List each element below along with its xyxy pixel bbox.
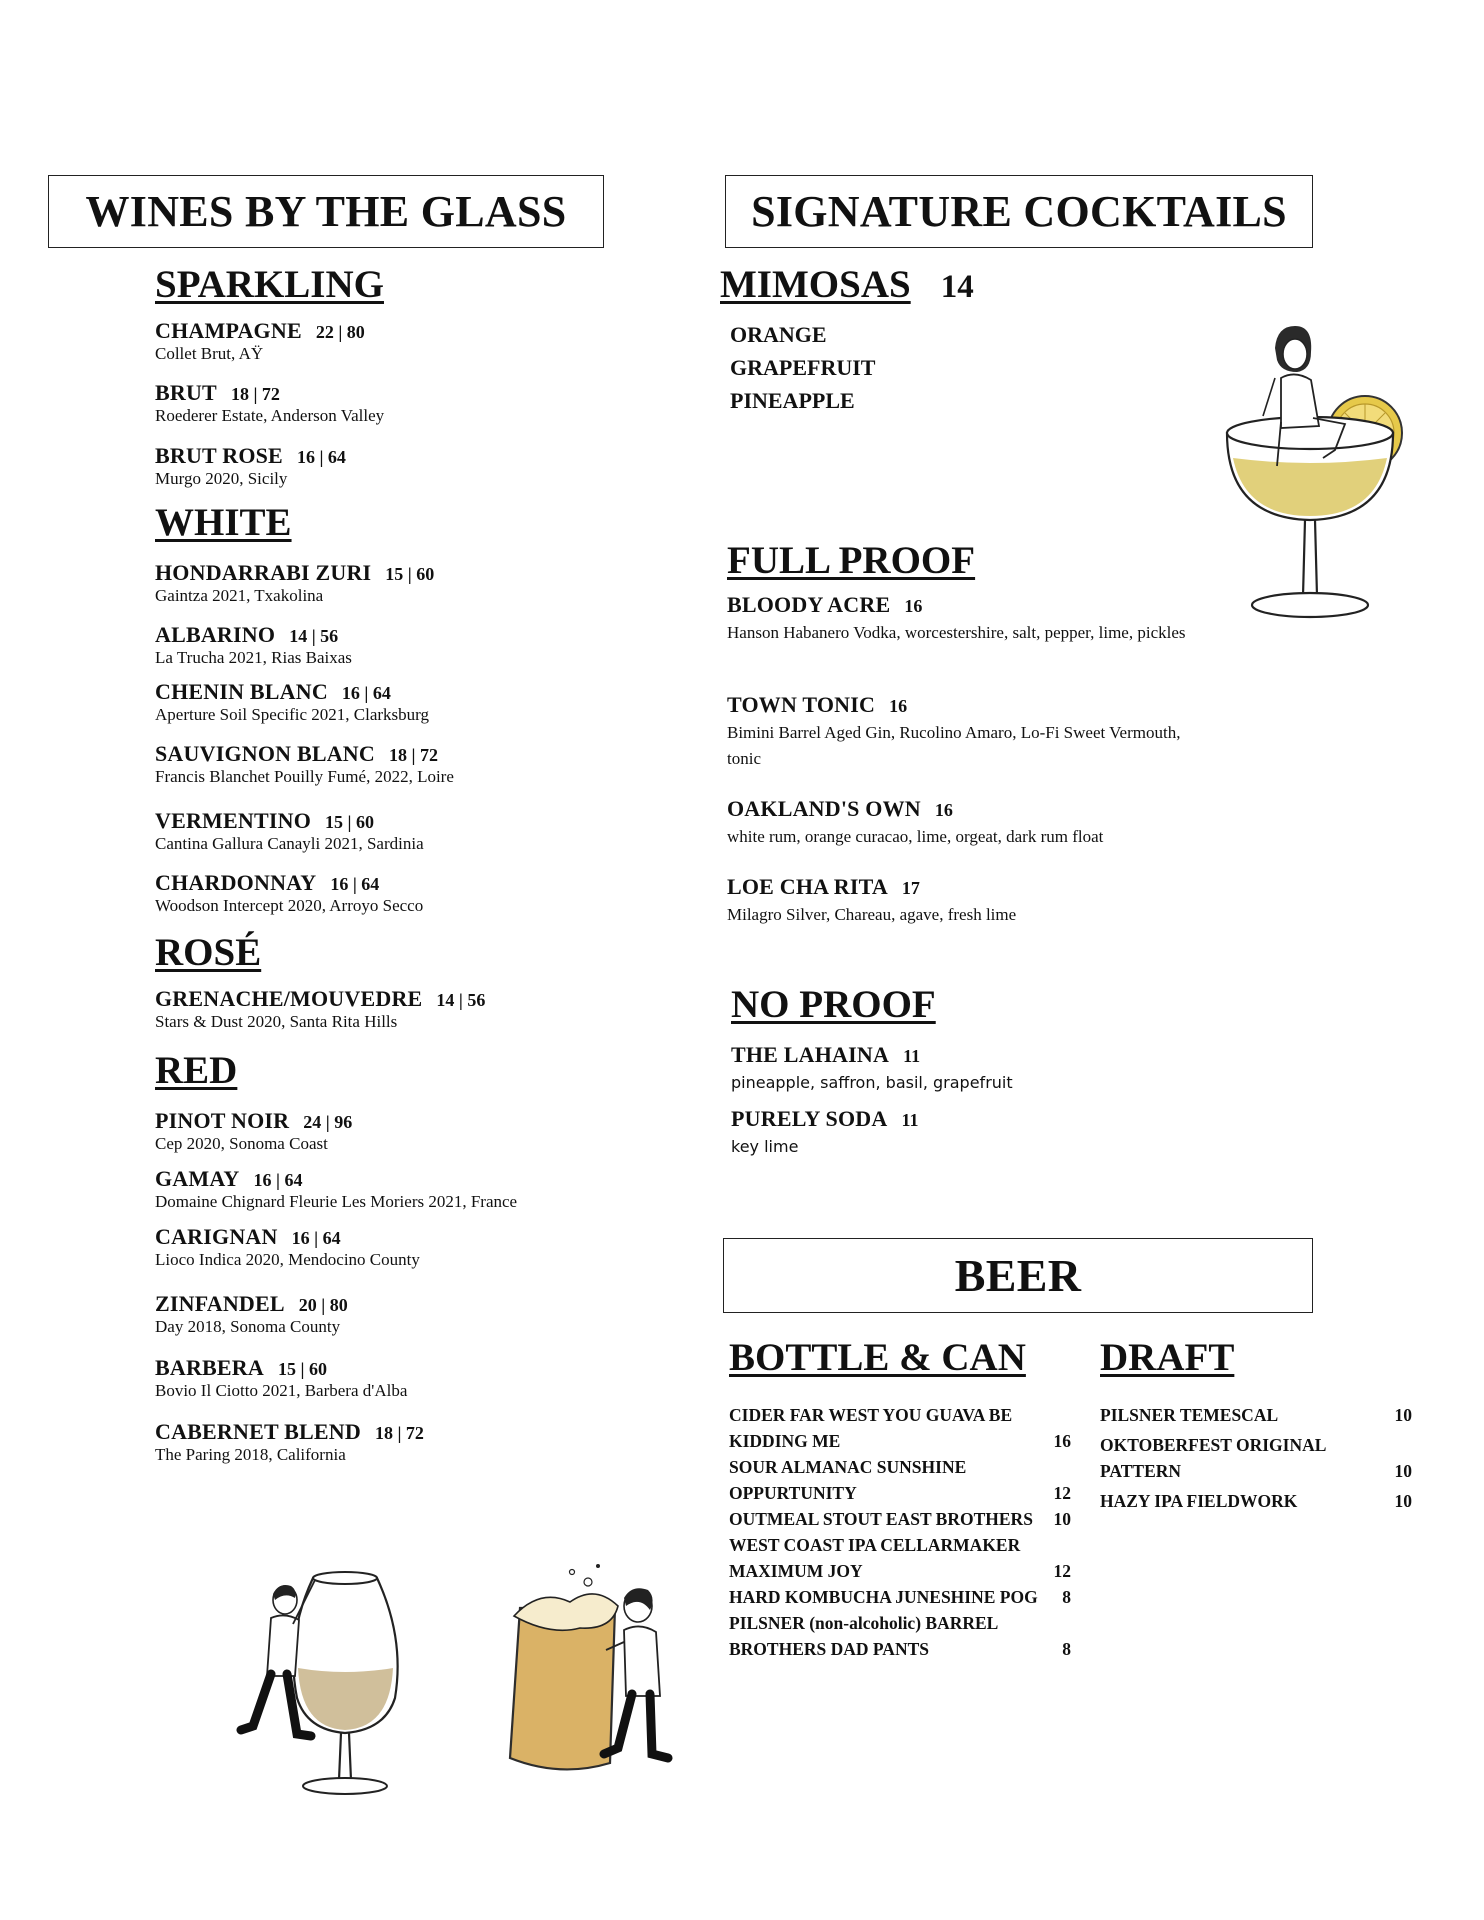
beer-item (729, 1506, 1071, 1532)
wine-desc: Francis Blanchet Pouilly Fumé, 2022, Loire (155, 767, 454, 786)
wine-name: ALBARINO (155, 622, 276, 647)
white-heading: WHITE (155, 501, 292, 544)
beer-item (729, 1532, 1071, 1584)
wine-price: 24 | 96 (303, 1112, 353, 1132)
wines-header: WINES BY THE GLASS (48, 175, 604, 248)
cocktail-item (727, 692, 1197, 772)
cocktail-desc: key lime (731, 1137, 799, 1156)
wine-desc: Lioco Indica 2020, Mendocino County (155, 1250, 420, 1269)
cocktail-desc: Milagro Silver, Chareau, agave, fresh lime (727, 905, 1017, 924)
wine-desc: The Paring 2018, California (155, 1445, 346, 1464)
cocktail-desc: white rum, orange curacao, lime, orgeat, dark rum float (727, 827, 1104, 846)
wine-glass-illustration (235, 1558, 425, 1796)
beer-price: 8 (1062, 1587, 1071, 1607)
wine-price: 15 | 60 (277, 1359, 327, 1379)
wine-item (155, 1355, 407, 1401)
cocktail-name: THE LAHAINA (731, 1042, 890, 1067)
wine-desc: Murgo 2020, Sicily (155, 469, 288, 488)
wine-price: 18 | 72 (388, 745, 438, 765)
wine-item (155, 1291, 348, 1337)
wine-desc: Day 2018, Sonoma County (155, 1317, 341, 1336)
mimosas-list (730, 318, 875, 417)
wine-desc: Roederer Estate, Anderson Valley (155, 406, 385, 425)
wine-item (155, 443, 346, 489)
wine-name: CARIGNAN (155, 1224, 278, 1249)
wine-price: 20 | 80 (298, 1295, 348, 1315)
beer-item (1100, 1488, 1412, 1514)
beer-price: 12 (1053, 1483, 1071, 1503)
beer-item (729, 1402, 1071, 1454)
wine-name: BRUT ROSE (155, 443, 283, 468)
beer-glass-illustration (500, 1558, 690, 1786)
beer-price: 16 (1053, 1431, 1071, 1451)
wine-name: CHARDONNAY (155, 870, 317, 895)
wine-price: 16 | 64 (341, 683, 391, 703)
cocktail-name: LOE CHA RITA (727, 874, 888, 899)
wine-price: 18 | 72 (230, 384, 280, 404)
cocktail-name: PURELY SODA (731, 1106, 888, 1131)
cocktail-item (731, 1042, 1201, 1096)
beer-name-line1: CIDER FAR WEST YOU GUAVA BE (729, 1405, 1013, 1425)
beer-header: BEER (723, 1238, 1313, 1313)
beer-name-line2: KIDDING ME (729, 1431, 841, 1451)
beer-name-line2: OPPURTUNITY (729, 1483, 857, 1503)
wine-desc: La Trucha 2021, Rias Baixas (155, 648, 352, 667)
cocktail-item (731, 1106, 1201, 1160)
cocktail-desc: Hanson Habanero Vodka, worcestershire, salt, pepper, lime, pickles (727, 623, 1186, 642)
wine-name: GAMAY (155, 1166, 240, 1191)
wine-item (155, 1419, 424, 1465)
cocktail-name: OAKLAND'S OWN (727, 796, 921, 821)
beer-name-line1: OUTMEAL STOUT EAST BROTHERS (729, 1509, 1033, 1529)
wine-desc: Aperture Soil Specific 2021, Clarksburg (155, 705, 430, 724)
beer-price: 10 (1053, 1509, 1071, 1529)
cocktails-header: SIGNATURE COCKTAILS (725, 175, 1313, 248)
mimosas-price: 14 (940, 269, 974, 305)
beer-item (1100, 1402, 1412, 1428)
sparkling-heading: SPARKLING (155, 263, 384, 306)
wine-price: 16 | 64 (330, 874, 380, 894)
beer-price: 10 (1394, 1491, 1412, 1511)
wine-price: 16 | 64 (253, 1170, 303, 1190)
wine-item (155, 741, 454, 787)
wine-item (155, 622, 352, 668)
beer-name-line1: OKTOBERFEST ORIGINAL (1100, 1435, 1327, 1455)
mimosa-item: PINEAPPLE (730, 388, 855, 413)
draft-heading: DRAFT (1100, 1336, 1235, 1379)
wine-desc: Woodson Intercept 2020, Arroyo Secco (155, 896, 424, 915)
beer-price: 12 (1053, 1561, 1071, 1581)
beer-name-line1: SOUR ALMANAC SUNSHINE (729, 1457, 967, 1477)
beer-name-line2: BROTHERS DAD PANTS (729, 1639, 929, 1659)
bottle-can-list (729, 1402, 1071, 1662)
wine-desc: Collet Brut, AŸ (155, 344, 264, 363)
beer-item (729, 1454, 1071, 1506)
wine-name: ZINFANDEL (155, 1291, 285, 1316)
cocktail-price: 17 (901, 878, 920, 898)
cocktail-item (727, 796, 1197, 850)
wine-item (155, 1166, 517, 1212)
mimosas-title: MIMOSAS (720, 263, 911, 306)
wine-desc: Cantina Gallura Canayli 2021, Sardinia (155, 834, 424, 853)
beer-item (729, 1610, 1071, 1662)
draft-list (1100, 1402, 1412, 1518)
beer-item (729, 1584, 1071, 1610)
cocktail-price: 16 (904, 596, 923, 616)
mimosas-heading (720, 262, 974, 307)
bottle-can-heading: BOTTLE & CAN (729, 1336, 1026, 1379)
wine-price: 22 | 80 (315, 322, 365, 342)
beer-name-line2: MAXIMUM JOY (729, 1561, 863, 1581)
cocktail-item (727, 592, 1197, 646)
wine-item (155, 870, 423, 916)
wine-name: PINOT NOIR (155, 1108, 290, 1133)
wine-item (155, 986, 485, 1032)
cocktail-name: TOWN TONIC (727, 692, 876, 717)
wine-name: CHAMPAGNE (155, 318, 302, 343)
wine-price: 16 | 64 (296, 447, 346, 467)
wine-desc: Cep 2020, Sonoma Coast (155, 1134, 328, 1153)
no-proof-heading: NO PROOF (731, 983, 936, 1026)
beer-name-line2: PATTERN (1100, 1461, 1182, 1481)
wine-item (155, 318, 365, 364)
wine-price: 16 | 64 (291, 1228, 341, 1248)
cocktail-price: 11 (903, 1046, 921, 1066)
red-heading: RED (155, 1049, 238, 1092)
wine-price: 18 | 72 (374, 1423, 424, 1443)
wine-name: BRUT (155, 380, 217, 405)
wine-desc: Stars & Dust 2020, Santa Rita Hills (155, 1012, 398, 1031)
wine-name: CABERNET BLEND (155, 1419, 361, 1444)
cocktail-price: 11 (901, 1110, 919, 1130)
wine-desc: Bovio Il Ciotto 2021, Barbera d'Alba (155, 1381, 408, 1400)
wine-name: SAUVIGNON BLANC (155, 741, 375, 766)
wine-name: VERMENTINO (155, 808, 312, 833)
beer-name-line1: PILSNER (non-alcoholic) BARREL (729, 1613, 999, 1633)
beer-name-line1: HAZY IPA FIELDWORK (1100, 1491, 1298, 1511)
mimosa-item: GRAPEFRUIT (730, 355, 876, 380)
wine-name: BARBERA (155, 1355, 264, 1380)
wine-name: HONDARRABI ZURI (155, 560, 372, 585)
wine-price: 14 | 56 (289, 626, 339, 646)
wine-item (155, 679, 429, 725)
cocktail-item (727, 874, 1197, 928)
mimosa-item: ORANGE (730, 322, 827, 347)
wine-desc: Domaine Chignard Fleurie Les Moriers 2021, France (155, 1192, 518, 1211)
rose-heading: ROSÉ (155, 931, 262, 974)
wine-desc: Gaintza 2021, Txakolina (155, 586, 324, 605)
cocktail-desc: pineapple, saffron, basil, grapefruit (731, 1073, 1013, 1092)
cocktail-name: BLOODY ACRE (727, 592, 891, 617)
cocktail-desc: Bimini Barrel Aged Gin, Rucolino Amaro, Lo-Fi Sweet Vermouth, tonic (727, 723, 1181, 768)
beer-name-line1: PILSNER TEMESCAL (1100, 1405, 1279, 1425)
beer-name-line1: HARD KOMBUCHA JUNESHINE POG (729, 1587, 1038, 1607)
wine-item (155, 808, 424, 854)
wine-price: 14 | 56 (436, 990, 486, 1010)
wine-price: 15 | 60 (385, 564, 435, 584)
wine-name: GRENACHE/MOUVEDRE (155, 986, 423, 1011)
cocktail-glass-illustration (1215, 318, 1410, 623)
wine-name: CHENIN BLANC (155, 679, 328, 704)
beer-price: 10 (1394, 1461, 1412, 1481)
wine-item (155, 1108, 352, 1154)
cocktail-price: 16 (934, 800, 953, 820)
cocktail-price: 16 (889, 696, 908, 716)
wine-item (155, 1224, 420, 1270)
beer-price: 10 (1394, 1405, 1412, 1425)
wine-item (155, 560, 434, 606)
beer-name-line1: WEST COAST IPA CELLARMAKER (729, 1535, 1021, 1555)
beer-price: 8 (1062, 1639, 1071, 1659)
wine-item (155, 380, 384, 426)
beer-item (1100, 1432, 1412, 1484)
wine-price: 15 | 60 (325, 812, 374, 832)
full-proof-heading: FULL PROOF (727, 539, 976, 582)
